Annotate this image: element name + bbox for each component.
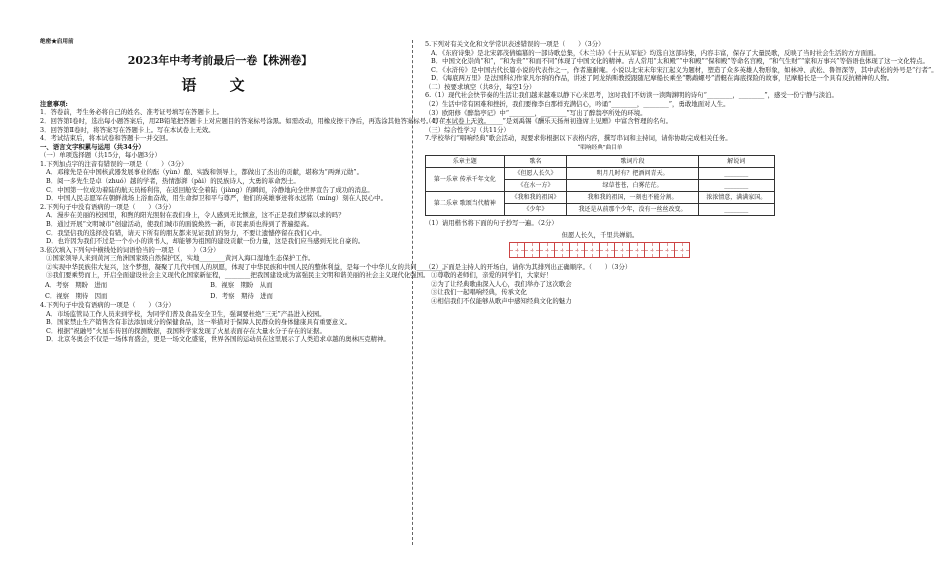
table-header: 解说词 [698,156,774,168]
writing-box[interactable] [524,242,540,258]
question-sentence: ①国家领导人来到黄河三角洲国家级自然保护区，实地________黄河入海口湿地生态保护工作。 [46,254,315,263]
subject-title: 语 文 [181,75,259,94]
option-a: A．漫步在美丽的校园里，和煦的阳光照射在我们身上，令人感到无比惬意，这不正是我们梦寐以求的吗？ [46,211,345,220]
option-d: D．考察 期待 进而 [210,291,273,300]
table-header-row [426,156,775,168]
writing-box[interactable] [539,242,555,258]
notice-item: 1．答卷前，考生务必将自己的姓名、准考证号填写在答题卡上。 [40,108,224,117]
fill-in-item: （2）生活中常有困难和挫折，我们要像李白那样充满信心，吟诵“________，________”，勇敢地面对人生。 [425,100,730,109]
song-table [425,155,775,216]
question-stem: 4.下列句子中没有语病的一项是（ ）（3分） [40,301,175,310]
option-a: A．市场监管局工作人员来到学校，为同学们普及食品安全卫生，强调要杜绝“三无”产品进入校园。 [46,309,326,318]
table-cell: 我还是从前那个少年，没有一丝丝改变。 [567,204,698,216]
question-stem: 2.下列句子中没有语病的一项是（ ）（3分） [40,202,175,211]
option-d: D．北京冬奥会不仅是一场体育盛会，更是一场文化盛宴，世界各国的运动员在这里展示了人类追求卓越的奥林匹克精神。 [46,335,390,344]
writing-box[interactable] [509,242,525,258]
option-d: D．也许因为我们不过是一个小小的读书人，却能够为祖国的建设贡献一份力量，这是我们应当感到无比自豪的。 [46,237,365,246]
table-cell: 明月几时有？把酒问青天。 [567,168,698,180]
table-cell: 《少年》 [504,204,567,216]
writing-box[interactable] [599,242,615,258]
table-row [426,192,775,204]
q3-options [44,280,375,301]
writing-box[interactable] [659,242,675,258]
table-header: 乐章主题 [426,156,505,168]
writing-box[interactable] [614,242,630,258]
fill-in-item: （4）“________，________”是刘禹锡《酬乐天扬州初逢席上见赠》中富含哲理的名句。 [425,117,673,126]
part-heading: （三）综合性学习（共11分） [425,125,510,134]
question-stem: 3.依次填入下列句中横线处的词语恰当的一项是（ ）（3分） [40,245,220,254]
option-b: B．阅一多先生是卓（zhuó）越的学者，热情澎湃（pài）的民族诗人，大勇的革命烈士。 [46,177,300,186]
option-b: B．通过开展“文明城市”创建活动，使我们城市的面貌焕然一新，市民素质也得到了普遍提高。 [46,219,313,228]
table-cell: ________ [698,204,774,216]
option-c: C．中国第一位成功着陆的航天员杨利伟，在返回舱安全着陆（jiàng）的瞬间，冷静地向全世界宣告了成功的消息。 [46,185,374,194]
option-b: B．中国文化崇尚“和”，“和为贵”“和而不同”体现了中国文化的精神。古人常用“太和殿”“中和殿”“保和殿”等命名宫殿，“和气生财”“家和万事兴”等俗语也体现了这一文化特点。 [431,57,929,66]
question-sentence: ②实现中华民族伟大复兴，这个梦想，凝聚了几代中国人的夙愿，体现了中华民族和中国人民的整体利益，是每一个中华儿女的共同________。 [46,262,449,271]
writing-box[interactable] [554,242,570,258]
list-item: ④相信我们不仅能够从歌声中感知经典文化的魅力 [431,296,572,305]
section-heading: 一、语言文字积累与运用（共34分） [40,142,145,151]
notice-item: 3．回答第Ⅱ卷时，将答案写在答题卡上。写在本试卷上无效。 [40,125,215,134]
exam-title: 2023年中考考前最后一卷【株洲卷】 [127,54,313,67]
option-d: D．《海底两万里》是法国科幻作家凡尔纳的作品，讲述了阿龙纳斯教授跟随尼摩船长乘坐“鹦鹉螺号”潜艇在海底探险的故事，尼摩船长是一个具有反抗精神的人物。 [431,74,894,83]
table-cell: 第二乐章 歌颂当代精神 [426,192,505,216]
secret-label: 绝密★启用前 [40,39,74,45]
option-b: B．国家禁止生产销售含有非法添加成分的保健食品，这一举措对于保障人民群众的身体健康具有重要意义。 [46,318,352,327]
table-cell: 《但愿人长久》 [504,168,567,180]
writing-box[interactable] [674,242,690,258]
option-c: C．《水浒传》是中国古代长篇小说的代表作之一，作者施耐庵。小说以北宋末年宋江起义为题材，塑造了众多英雄人物形象，如林冲、武松、鲁智深等，其中武松的外号是“行者”。 [431,65,938,74]
notice-heading: 注意事项: [40,99,68,108]
list-item: ③让我们一起唱响经典，传承文化 [431,288,527,297]
right-column [425,40,938,305]
option-b: B．视察 期盼 从而 [210,280,273,289]
table-cell: 我和我的祖国，一刻也不能分割。 [567,192,698,204]
part-heading: （二）按要求填空（共8分，每空1分） [425,82,536,91]
option-c: C．视察 期待 因而 [45,291,108,300]
handwriting-grid[interactable] [425,242,775,258]
question-stem: 1.下列加点字的注音有错误的一项是（ ）（3分） [40,159,188,168]
table-caption: “唱响经典”曲目单 [577,144,623,151]
writing-box[interactable] [569,242,585,258]
writing-box[interactable] [644,242,660,258]
option-a: A．《东府诗集》是北宋郭茂倩编纂的一部诗歌总集，《木兰诗》《十五从军征》均选自这部诗集，内容丰富，保存了大量民歌，反映了当时社会生活的方方面面。 [431,48,880,57]
option-c: C．根据“祝融号”火星车传回的探测数据，我国科学家发现了火星表面存在大量水分子存在的证据。 [46,326,326,335]
table-cell: 浓浓情意，满满家国。 [698,192,774,204]
copy-sentence: 但愿人长久，千里共婵娟。 [561,231,639,239]
list-item: ②为了让经典歌曲深入人心，我们举办了这次歌会 [431,279,572,288]
question-stem: （1）请用楷书将下面的句子抄写一遍。（2分） [425,219,558,228]
part-heading: （一）单项选择题（共15分，每小题3分） [40,151,161,160]
question-stem: 5.下列对有关文化和文学常识表述错误的一项是（ ）（3分） [425,40,605,48]
table-cell: 第一乐章 传承千年文化 [426,168,505,192]
question-stem: （2）下面是主持人的开场白，请你为其排列出正确顺序。（ ）（3分） [425,262,632,271]
writing-box[interactable] [584,242,600,258]
option-a: A．邓稼先是在中国核武器发展事业的酝（yùn）酿、实践和领导上，都做出了杰出的贡献，堪称为“两弹元勋”。 [46,168,363,177]
option-a: A．考察 期盼 进而 [45,280,108,289]
question-sentence: ③我们要乘势而上，开启全面建设社会主义现代化国家新征程，________把我国建设成为富强民主文明和谐美丽的社会主义现代化强国。 [46,271,430,280]
table-header: 歌词片段 [567,156,698,168]
table-cell: 绿草苍苍，白雾茫茫。 [567,180,698,192]
table-cell: ________ [698,180,774,192]
writing-box[interactable] [629,242,645,258]
table-header: 歌名 [504,156,567,168]
list-item: ①尊敬的老师们，亲爱的同学们，大家好！ [431,271,553,280]
question-stem: 7.学校举行“唱响经典”歌会活动，现要求你根据以下表格内容，撰写串词和主持词，请你协助完成相关任务。 [425,134,732,143]
column-divider [412,40,413,545]
table-cell: ________ [698,168,774,180]
notice-item: 4．考试结束后，将本试卷和答题卡一并交回。 [40,134,172,143]
table-cell: 《我和我的祖国》 [504,192,567,204]
option-d: D．中国人民志愿军在朝鲜战场上浴血奋战，用生命捍卫和平与尊严，他们的英雄事迹将永远铭（míng）刻在人民心中。 [46,194,387,203]
notice-item: 2．回答第Ⅰ卷时，选出每小题答案后，用2B铅笔把答题卡上对应题目的答案标号涂黑。如需改动，用橡皮擦干净后，再选涂其他答案标号。写在本试卷上无效。 [40,116,490,125]
table-row [426,168,775,180]
option-c: C．我坚信我的选择没有错，请天下所有的朋友都来见证我们的努力，不要让遗憾停留在我们心中。 [46,228,326,237]
table-cell: 《在水一方》 [504,180,567,192]
fill-in-item: （3）欧阳修《醉翁亭记》中“________，________”写出了醉翁亭所处的环境。 [425,108,647,117]
fill-in-item: 6.（1）现代社会快节奏的生活让我们越来越难以静下心来思考，这时我们不妨读一读陶渊明的诗句“________，________”，感受一份宁静与淡泊。 [425,91,838,100]
